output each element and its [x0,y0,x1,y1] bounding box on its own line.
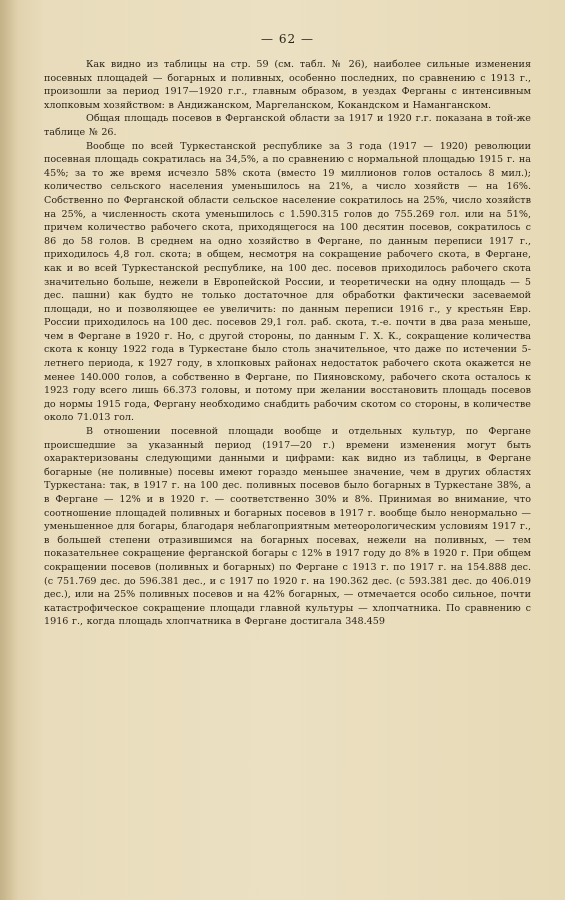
page-number: — 62 — [261,32,314,46]
paragraph-2: Общая площадь посевов в Ферганской области за 1917 и 1920 г.г. показана в той-же таблице № 26. [44,113,531,138]
paragraph-3: Вообще по всей Туркестанской республике за 3 года (1917 — 1920) революции посевная площадь сократилась на 34,5%, а по сравнению с нормальной площадью 1915 г. на 45%; за то же время исчезло 58% скота (вместо 19 миллионов голов осталось 8 мил.); количество сельского населения уменьшилось на 21%, а число хозяйств — на 16%. Собственно по Ферганской области сельское население сократилось на 25%, число хозяйств на 25%, а численность скота уменьшилось с 1.590.315 голов до 755.269 гол. или на 51%, причем количество рабочего скота, приходящегося на 100 десятин посевов, сократилось с 86 до 58 голов. В среднем на одно хозяйство в Фергане, по данным переписи 1917 г., приходилось 4,8 гол. скота; в общем, несмотря на сокращение рабочего скота, в Фергане, как и во всей Туркестанской республике, на 100 дес. посевов приходилось рабочего скота значительно больше, нежели в Европейской России, и теоретически на одну площадь — 5 дес. пашни) как будто не только достаточное для обработки фактически засеваемой площади, но и позволяющее ее увеличить: по данным переписи 1916 г., у крестьян Евр. России приходилось на 100 дес. посевов 29,1 гол. раб. скота, т.-е. почти в два раза меньше, чем в Фергане в 1920 г. Но, с другой стороны, по данным Г. Х. К., сокращение количества скота к концу 1922 года в Туркестане было столь значительное, что даже по истечении 5-летнего периода, к 1927 году, в хлопковых районах недостаток рабочего скота окажется не менее 140.000 голов, а собственно в Фергане, по Пияновскому, рабочего скота осталось к 1923 году всего лишь 66.373 головы, и потому при желании восстановить площадь посевов до нормы 1915 года, Фергану необходимо снабдить рабочим скотом со стороны, в количестве около 71.013 гол. [44,140,531,424]
paragraph-1: Как видно из таблицы на стр. 59 (см. табл. № 26), наиболее сильные изменения посевных площадей — богарных и поливных, особенно последних, по сравнению с 1913 г., произошли за период 1917—1920 г.г., главным образом, в уездах Ферганы с интенсивным хлопковым хозяйством: в Андижанском, Маргеланском, Кокандском и Наманганском. [44,59,531,111]
page-edge-shadow [0,0,18,900]
paragraph-4: В отношении посевной площади вообще и отдельных культур, по Фергане происшедшие за указанный период (1917—20 г.) времени изменения могут быть охарактеризованы следующими данными и цифрами: как видно из таблицы, в Фергане богарные (не поливные) посевы имеют гораздо меньшее значение, чем в других областях Туркестана: так, в 1917 г. на 100 дес. поливных посевов было богарных в Туркестане 38%, а в Фергане — 12% и в 1920 г. — соответственно 30% и 8%. Принимая во внимание, что соотношение площадей поливных и богарных посевов в 1917 г. вообще было ненормально — уменьшенное для богары, благодаря неблагоприятным метеорологическим условиям 1917 г., в большей степени отразившимся на богарных посевах, нежели на поливных, — тем показательнее сокращение ферганской богары с 12% в 1917 году до 8% в 1920 г. При общем сокращении посевов (поливных и богарных) по Фергане с 1913 г. по 1917 г. на 154.888 дес. (с 751.769 дес. до 596.381 дес., и с 1917 по 1920 г. на 190.362 дес. (с 593.381 дес. до 406.019 дес.), или на 25% поливных посевов и на 42% богарных, — отмечается особо сильное, почти катастрофическое сокращение площади главной культуры — хлопчатника. По сравнению с 1916 г., когда площадь хлопчатника в Фергане достигала 348.459 [44,426,531,628]
